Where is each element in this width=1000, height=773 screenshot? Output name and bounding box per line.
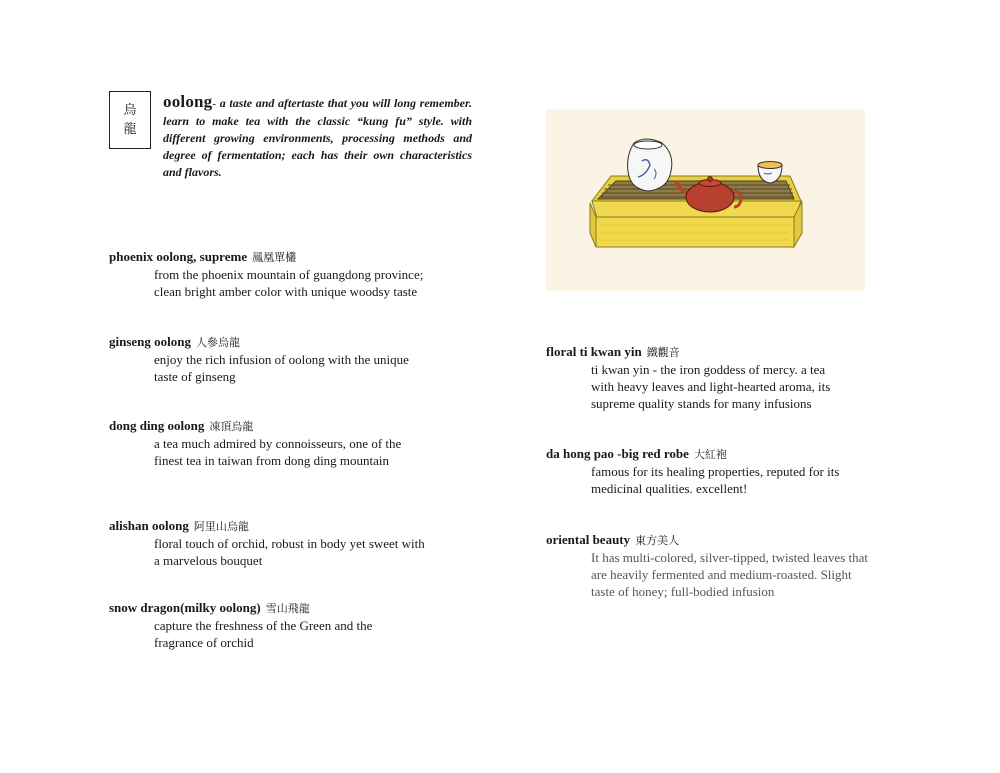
tea-desc-line: medicinal qualities. excellent! [591, 481, 748, 496]
tea-desc-line: It has multi-colored, silver-tipped, twisted leaves that [591, 550, 868, 565]
tea-name-text: floral ti kwan yin [546, 344, 642, 359]
tea-name-text: alishan oolong [109, 518, 189, 533]
title-dash: - [212, 98, 217, 110]
tea-item-ginseng-oolong [109, 333, 409, 385]
tea-name-zh: 鳳凰單欉 [252, 251, 297, 264]
tea-name-zh: 凍頂烏龍 [209, 420, 254, 433]
tea-set-illustration [546, 109, 865, 291]
tea-desc-line: ti kwan yin - the iron goddess of mercy. a tea [591, 362, 826, 377]
tea-desc-line: famous for its healing properties, reputed for its [591, 464, 840, 479]
tea-description [154, 617, 372, 651]
tea-description [154, 535, 425, 569]
tea-desc-line: from the phoenix mountain of guangdong province; [154, 267, 424, 282]
tea-tray-drawing [546, 109, 865, 291]
tea-desc-line: clean bright amber color with unique woodsy taste [154, 284, 418, 299]
tea-description [154, 435, 401, 469]
tea-name [109, 417, 401, 435]
tea-name [546, 531, 868, 549]
tea-desc-line: finest tea in taiwan from dong ding mountain [154, 453, 390, 468]
tea-name [109, 517, 425, 535]
tea-name-zh: 東方美人 [635, 534, 680, 547]
tea-name-zh: 人參烏龍 [196, 336, 240, 349]
stamp-char-1: 烏 [123, 103, 137, 118]
tea-item-alishan-oolong [109, 517, 425, 569]
tea-name [109, 333, 409, 351]
tea-description [591, 463, 839, 497]
tea-name-zh: 大紅袍 [693, 448, 727, 461]
tea-name [546, 343, 830, 361]
tea-desc-line: fragrance of orchid [154, 635, 254, 650]
tea-name-zh: 阿里山烏龍 [193, 520, 249, 533]
oolong-chinese-stamp [109, 91, 151, 149]
tea-name-zh: 鐵觀音 [646, 346, 680, 359]
tea-name [109, 248, 423, 266]
tea-desc-line: are heavily fermented and medium-roasted. Slight [591, 567, 852, 582]
tea-desc-line: a tea much admired by connoisseurs, one of the [154, 436, 402, 451]
tea-desc-line: with heavy leaves and light-hearted aroma, its [591, 379, 831, 394]
tea-item-da-hong-pao [546, 445, 839, 497]
tea-name [109, 599, 372, 617]
tea-name-zh: 雪山飛龍 [265, 602, 310, 615]
tea-desc-line: floral touch of orchid, robust in body yet sweet with [154, 536, 425, 551]
tea-name-text: snow dragon(milky oolong) [109, 600, 261, 615]
tea-desc-line: enjoy the rich infusion of oolong with the unique [154, 352, 409, 367]
tea-desc-line: taste of honey; full-bodied infusion [591, 584, 775, 599]
tea-description [591, 549, 868, 600]
tea-name-text: da hong pao -big red robe [546, 446, 689, 461]
tea-name-text: ginseng oolong [109, 334, 191, 349]
tea-item-oriental-beauty [546, 531, 868, 600]
tea-desc-line: supreme quality stands for many infusions [591, 396, 812, 411]
tea-desc-line: a marvelous bouquet [154, 553, 263, 568]
tea-desc-line: capture the freshness of the Green and the [154, 618, 373, 633]
tea-name [546, 445, 839, 463]
stamp-char-2: 龍 [123, 122, 137, 137]
tea-desc-line: taste of ginseng [154, 369, 236, 384]
tea-name-text: oriental beauty [546, 532, 631, 547]
intro-text: a taste and aftertaste that you will long remember. learn to make tea with the classic “kung fu” style. with different growing environments, processing methods and degree of fermentation; each has their own characteristics and flavors. [163, 96, 473, 179]
tea-item-snow-dragon [109, 599, 372, 651]
tea-name-text: dong ding oolong [109, 418, 205, 433]
tea-item-ti-kwan-yin [546, 343, 830, 412]
tea-item-phoenix-oolong [109, 248, 423, 300]
page-title: oolong [163, 92, 213, 111]
tea-name-text: phoenix oolong, supreme [109, 249, 248, 264]
tea-description [154, 351, 409, 385]
tea-description [591, 361, 830, 412]
tea-description [154, 266, 423, 300]
intro-paragraph [163, 93, 472, 181]
tea-item-dong-ding-oolong [109, 417, 401, 469]
